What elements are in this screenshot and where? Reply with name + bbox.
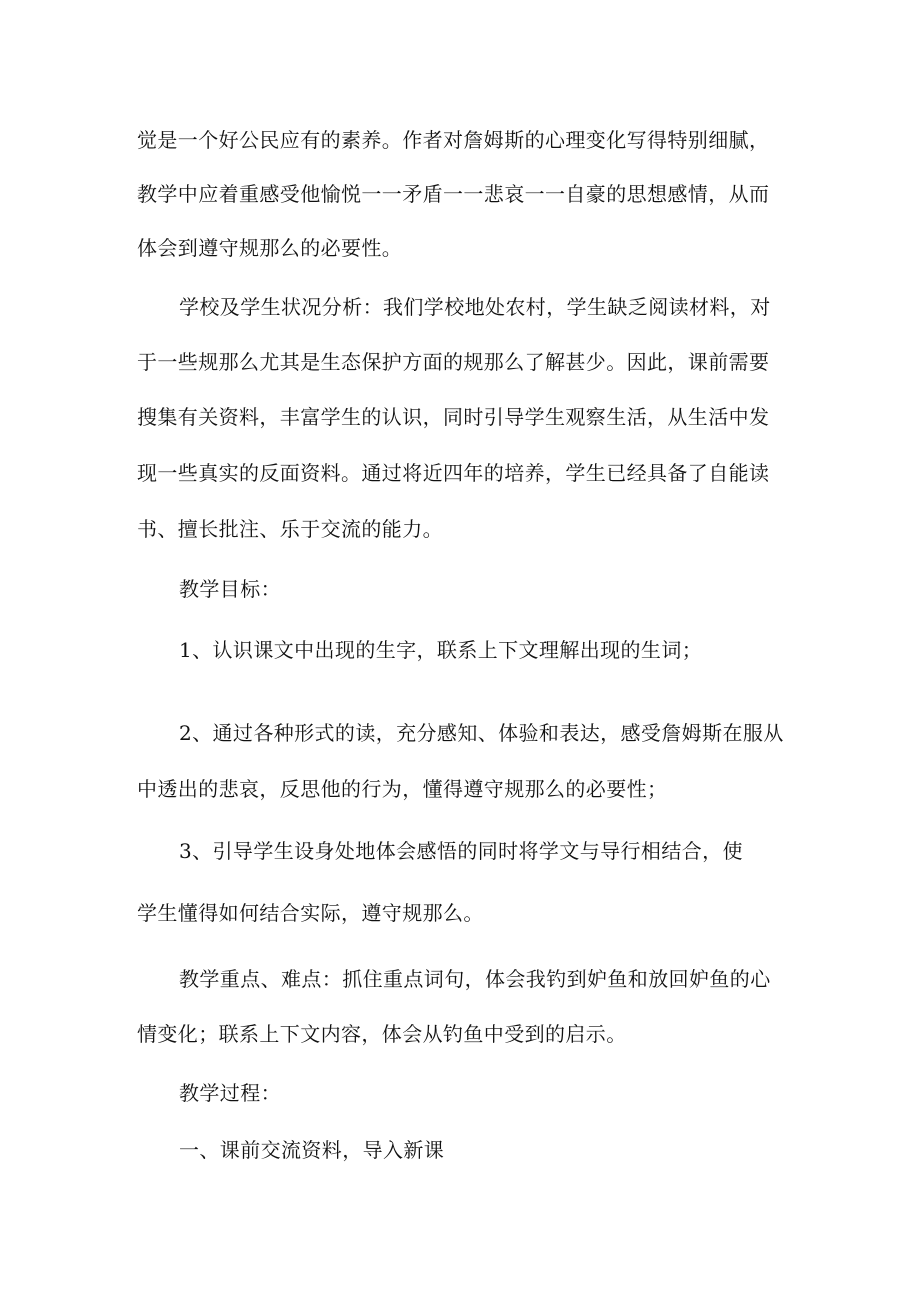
text-line-7: 现一些真实的反面资料。通过将近四年的培养，学生已经具备了自能读: [137, 461, 770, 485]
text-line-4: 学校及学生状况分析：我们学校地处农村，学生缺乏阅读材料，对: [179, 295, 771, 319]
text-line-12: 中透出的悲哀，反思他的行为，懂得遵守规那么的必要性；: [137, 777, 668, 801]
section-heading-process: 教学过程：: [179, 1081, 281, 1105]
text-line-8: 书、擅长批注、乐于交流的能力。: [137, 517, 443, 541]
text-line-15: 教学重点、难点：抓住重点词句，体会我钓到妒鱼和放回妒鱼的心: [179, 967, 771, 991]
text-line-3: 体会到遵守规那么的必要性。: [137, 236, 403, 260]
text-line-10: 1、认识课文中出现的生字，联系上下文理解出现的生词；: [179, 638, 703, 662]
text-line-11: 2、通过各种形式的读，充分感知、体验和表达，感受詹姆斯在服从: [179, 721, 784, 745]
text-line-5: 于一些规那么尤其是生态保护方面的规那么了解甚少。因此，课前需要: [137, 350, 770, 374]
text-line-1: 觉是一个好公民应有的素养。作者对詹姆斯的心理变化写得特别细腻，: [137, 128, 770, 152]
section-heading-step-one: 一、课前交流资料，导入新课: [179, 1138, 445, 1162]
text-line-2: 教学中应着重感受他愉悦一一矛盾一一悲哀一一自豪的思想感情，从而: [137, 182, 770, 206]
section-heading-objectives: 教学目标：: [179, 577, 281, 601]
text-line-6: 搜集有关资料，丰富学生的认识，同时引导学生观察生活，从生活中发: [137, 405, 770, 429]
text-line-16: 情变化；联系上下文内容，体会从钓鱼中受到的启示。: [137, 1022, 627, 1046]
text-line-13: 3、引导学生设身处地体会感悟的同时将学文与导行相结合，使: [179, 839, 743, 863]
text-line-14: 学生懂得如何结合实际，遵守规那么。: [137, 901, 484, 925]
